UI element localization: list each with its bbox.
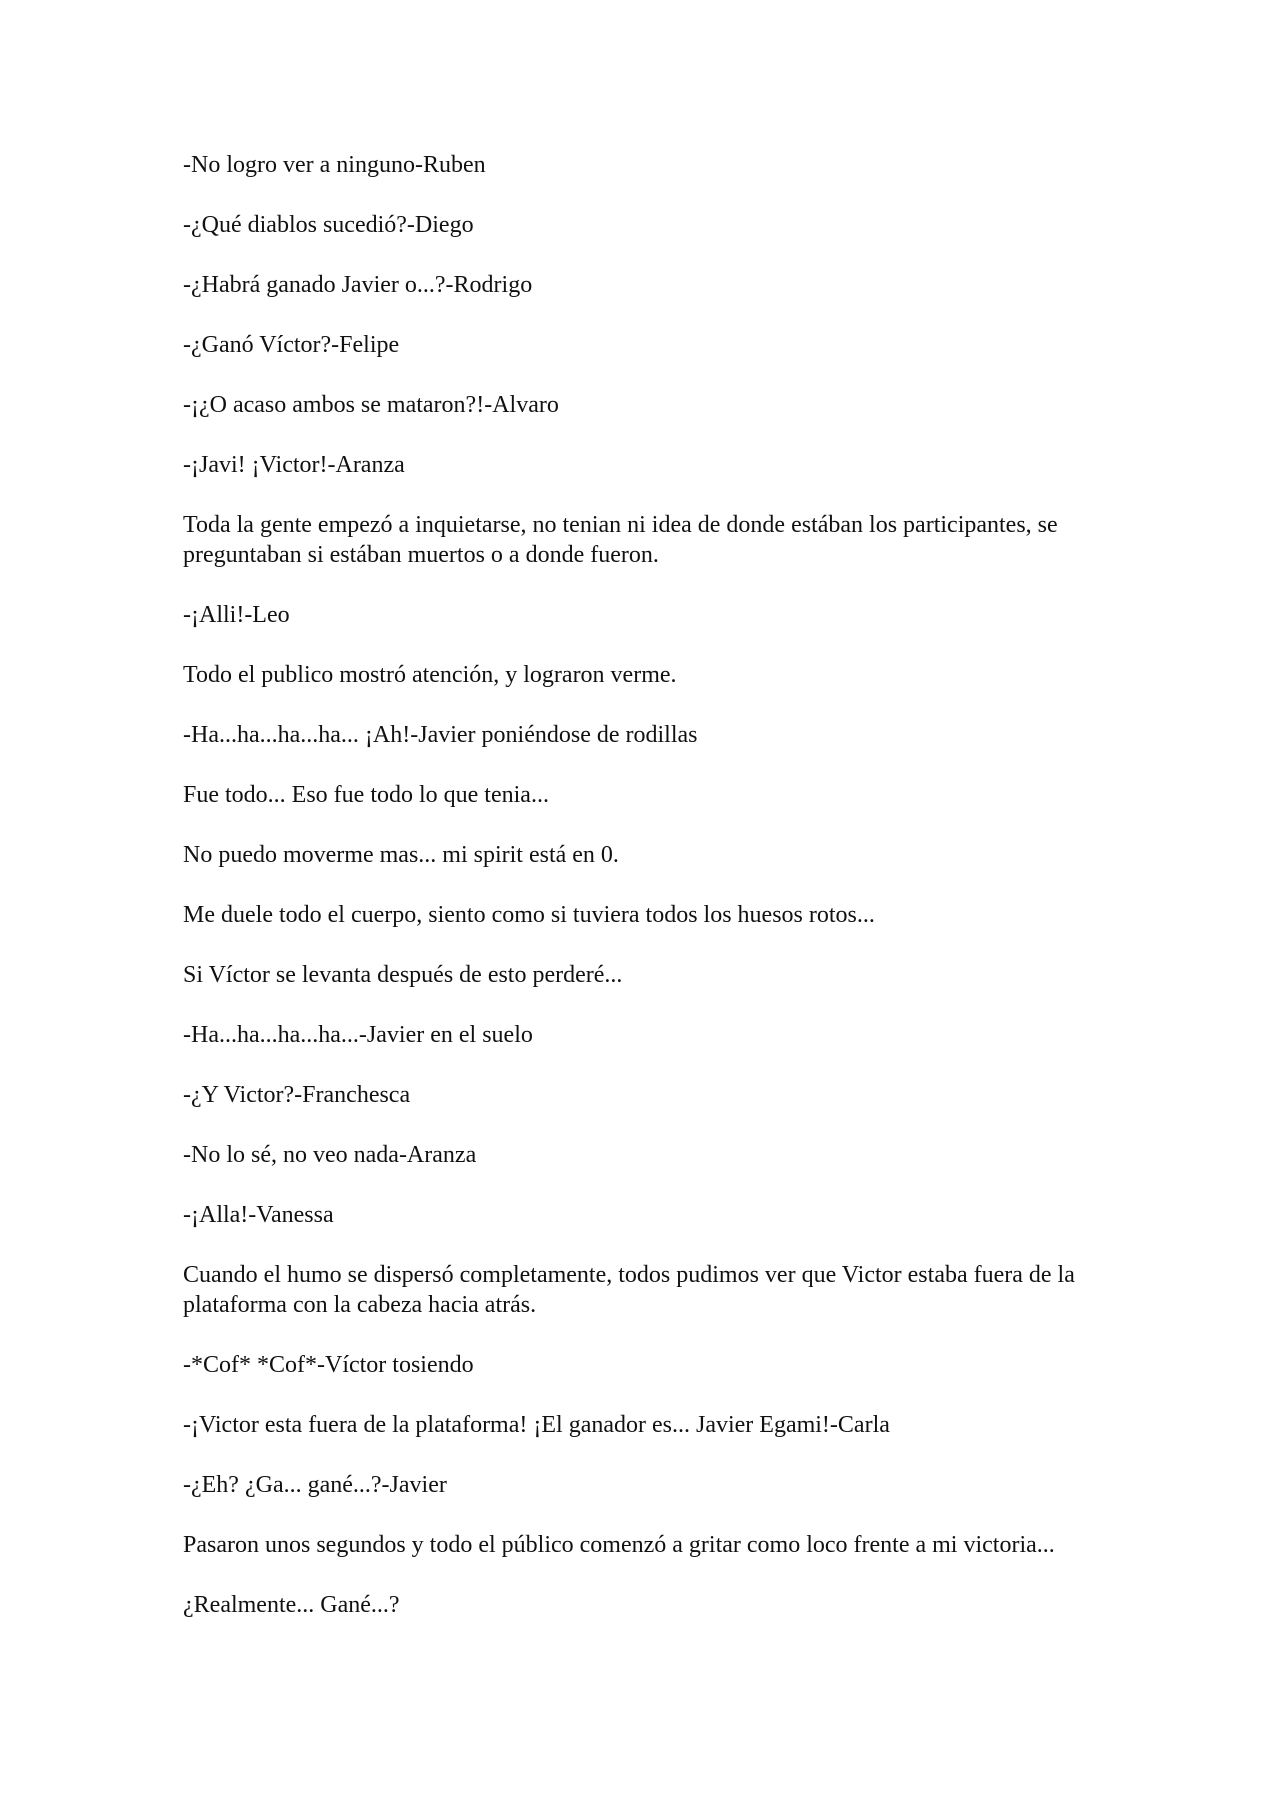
narration-paragraph: ¿Realmente... Gané...? — [183, 1592, 400, 1618]
dialogue-line: -*Cof* *Cof*-Víctor tosiendo — [183, 1352, 474, 1378]
dialogue-line: -No lo sé, no veo nada-Aranza — [183, 1142, 477, 1168]
dialogue-line: -¡¿O acaso ambos se mataron?!-Alvaro — [183, 392, 559, 418]
narration-paragraph: Pasaron unos segundos y todo el público comenzó a gritar como loco frente a mi victoria... — [183, 1532, 1055, 1558]
document-page — [183, 150, 1113, 1650]
dialogue-line: -¡Alli!-Leo — [183, 602, 290, 628]
narration-paragraph: Cuando el humo se dispersó completamente, todos pudimos ver que Victor estaba fuera de la plataforma con la cabeza hacia atrás. — [183, 1262, 1075, 1318]
dialogue-line: -¡Javi! ¡Victor!-Aranza — [183, 452, 405, 478]
dialogue-line: -Ha...ha...ha...ha...-Javier en el suelo — [183, 1022, 533, 1048]
dialogue-line: -¡Victor esta fuera de la plataforma! ¡El ganador es... Javier Egami!-Carla — [183, 1412, 890, 1438]
narration-paragraph: Si Víctor se levanta después de esto perderé... — [183, 962, 623, 988]
dialogue-line: -No logro ver a ninguno-Ruben — [183, 152, 486, 178]
dialogue-line: -¡Alla!-Vanessa — [183, 1202, 334, 1228]
narration-paragraph: Fue todo... Eso fue todo lo que tenia... — [183, 782, 549, 808]
dialogue-line: -¿Qué diablos sucedió?-Diego — [183, 212, 474, 238]
narration-paragraph: Todo el publico mostró atención, y lograron verme. — [183, 662, 677, 688]
dialogue-line: -¿Ganó Víctor?-Felipe — [183, 332, 400, 358]
dialogue-line: -¿Habrá ganado Javier o...?-Rodrigo — [183, 272, 533, 298]
narration-paragraph: Me duele todo el cuerpo, siento como si tuviera todos los huesos rotos... — [183, 902, 875, 928]
narration-paragraph: No puedo moverme mas... mi spirit está en 0. — [183, 842, 619, 868]
narration-paragraph: Toda la gente empezó a inquietarse, no tenian ni idea de donde estában los participantes, se preguntaban si estában muertos o a donde fueron. — [183, 512, 1058, 568]
dialogue-line: -Ha...ha...ha...ha... ¡Ah!-Javier poniéndose de rodillas — [183, 722, 698, 748]
dialogue-line: -¿Y Victor?-Franchesca — [183, 1082, 411, 1108]
dialogue-line: -¿Eh? ¿Ga... gané...?-Javier — [183, 1472, 447, 1498]
